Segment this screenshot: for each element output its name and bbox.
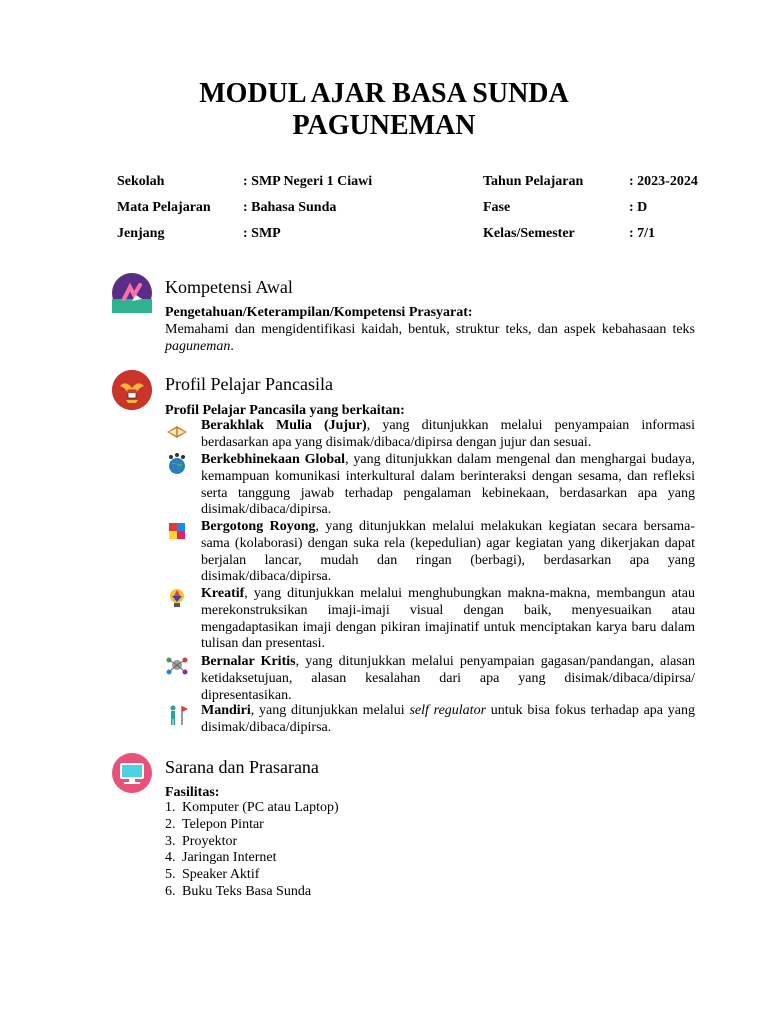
info-value: : Bahasa Sunda [243, 200, 337, 215]
kompetensi-text-italic: paguneman [165, 339, 231, 354]
profil-item-bold: Berkebhinekaan Global [201, 452, 346, 467]
list-number: 3. [165, 833, 176, 849]
profil-item-text [201, 654, 695, 704]
profil-item-desc: , yang ditunjukkan melalui melakukan kegiatan secara bersama-sama (kolaborasi) dengan suka rela (kepedulian) agar kegiatan yang dikerjakan dapat berjalan lancar, mudah dan ringan (berbagi), berdasarkan apa yang disimak/dibaca/dipirsa. [201, 519, 695, 585]
info-row [483, 195, 698, 221]
info-value: : SMP [243, 226, 281, 241]
kompetensi-text-end: . [230, 339, 234, 354]
list-item [165, 800, 339, 817]
list-number: 5. [165, 867, 176, 883]
profil-item-text [201, 418, 695, 452]
list-number: 4. [165, 850, 176, 866]
profil-item-bold: Kreatif [201, 586, 245, 601]
info-value: : D [629, 200, 648, 215]
garuda-icon [112, 370, 152, 410]
info-label: Tahun Pelajaran [483, 174, 584, 189]
list-item [165, 817, 339, 834]
fasilitas-list [165, 800, 339, 901]
list-text: Komputer (PC atau Laptop) [182, 800, 339, 815]
globe-icon [165, 452, 189, 476]
profil-item-text [201, 703, 695, 737]
profil-subheading: Profil Pelajar Pancasila yang berkaitan: [165, 403, 405, 418]
list-text: Proyektor [182, 833, 238, 849]
profil-item-desc: , yang ditunjukkan melalui penyampaian informasi berdasarkan apa yang disimak/dibaca/dipirsa dengan jujur dan sesuai. [201, 418, 695, 450]
info-label: Jenjang [117, 226, 165, 241]
profil-item-desc: , yang ditunjukkan dalam mengenal dan menghargai budaya, kemampuan komunikasi interkultural dalam berinteraksi dengan sesama, dan refleksi serta tanggung jawab terhadap pengalaman kebinekaan, berdasarkan apa yang disimak/dibaca/dipirsa. [201, 452, 695, 518]
kompetensi-text-main: Memahami dan mengidentifikasi kaidah, bentuk, struktur teks, dan aspek kebahasaan teks [165, 322, 695, 337]
title-line-1: MODUL AJAR BASA SUNDA [199, 78, 569, 109]
puzzle-icon [165, 519, 189, 543]
info-right [483, 169, 698, 247]
profil-item-desc-2: untuk bisa fokus terhadap apa yang disimak/dibaca/dipirsa. [201, 703, 695, 735]
profil-item-text [201, 586, 695, 653]
info-label: Fase [483, 200, 511, 215]
info-label: Kelas/Semester [483, 226, 575, 241]
profil-heading: Profil Pelajar Pancasila [165, 374, 333, 394]
profil-item-desc: , yang ditunjukkan melalui menghubungkan makna-makna, membangun atau merekonstruksikan imaji-imaji visual dengan baik, menyesuaikan atau mengadaptasikan imaji dengan pikiran imajinatif untuk menciptakan karya baru dalam tulisan dan presentasi. [201, 586, 695, 652]
profil-item-desc: , yang ditunjukkan melalui penyampaian gagasan/pandangan, alasan ketidaksetujuan, alasan kesalahan dari apa yang disimak/dibaca/dipirsa/ dipresentasikan. [201, 654, 695, 703]
info-row [117, 169, 372, 195]
list-number: 2. [165, 816, 176, 832]
list-text: Buku Teks Basa Sunda [182, 883, 312, 899]
info-row [117, 221, 372, 247]
info-row [117, 195, 372, 221]
info-row [483, 221, 698, 247]
info-value: : 2023-2024 [629, 174, 698, 189]
sarana-heading: Sarana dan Prasarana [165, 757, 319, 777]
list-item [165, 834, 339, 851]
info-value: : 7/1 [629, 226, 656, 241]
info-row [483, 169, 698, 195]
info-left [117, 169, 372, 247]
list-item [165, 867, 339, 884]
list-item [165, 850, 339, 867]
profil-item-bold: Berakhlak Mulia (Jujur) [201, 418, 367, 433]
profil-item-text [201, 519, 695, 586]
profil-item-bold: Bernalar Kritis [201, 654, 296, 669]
profil-item-italic: self regulator [409, 703, 487, 718]
monitor-icon [112, 753, 152, 793]
person-flag-icon [165, 703, 189, 727]
profil-item-desc: , yang ditunjukkan melalui [250, 703, 410, 718]
info-label: Mata Pelajaran [117, 200, 211, 215]
list-text: Telepon Pintar [182, 816, 264, 832]
list-number: 6. [165, 883, 176, 899]
document-title [0, 78, 768, 142]
list-text: Speaker Aktif [182, 867, 260, 883]
info-label: Sekolah [117, 174, 165, 189]
info-value: : SMP Negeri 1 Ciawi [243, 174, 373, 189]
title-line-2: PAGUNEMAN [292, 110, 476, 141]
profil-item-text [201, 452, 695, 519]
brain-network-icon [165, 654, 189, 678]
kompetensi-awal-icon [112, 273, 152, 313]
kompetensi-awal-subheading: Pengetahuan/Keterampilan/Kompetensi Prasyarat: [165, 305, 473, 320]
list-number: 1. [165, 800, 176, 815]
kompetensi-awal-heading: Kompetensi Awal [165, 277, 293, 297]
sarana-subheading: Fasilitas: [165, 785, 220, 800]
lightbulb-icon [165, 586, 189, 610]
profil-item-bold: Bergotong Royong [201, 519, 316, 534]
list-text: Jaringan Internet [182, 850, 277, 866]
list-item [165, 884, 339, 901]
kompetensi-awal-text [165, 321, 695, 355]
book-icon [165, 418, 189, 442]
profil-item-bold: Mandiri [201, 703, 251, 718]
